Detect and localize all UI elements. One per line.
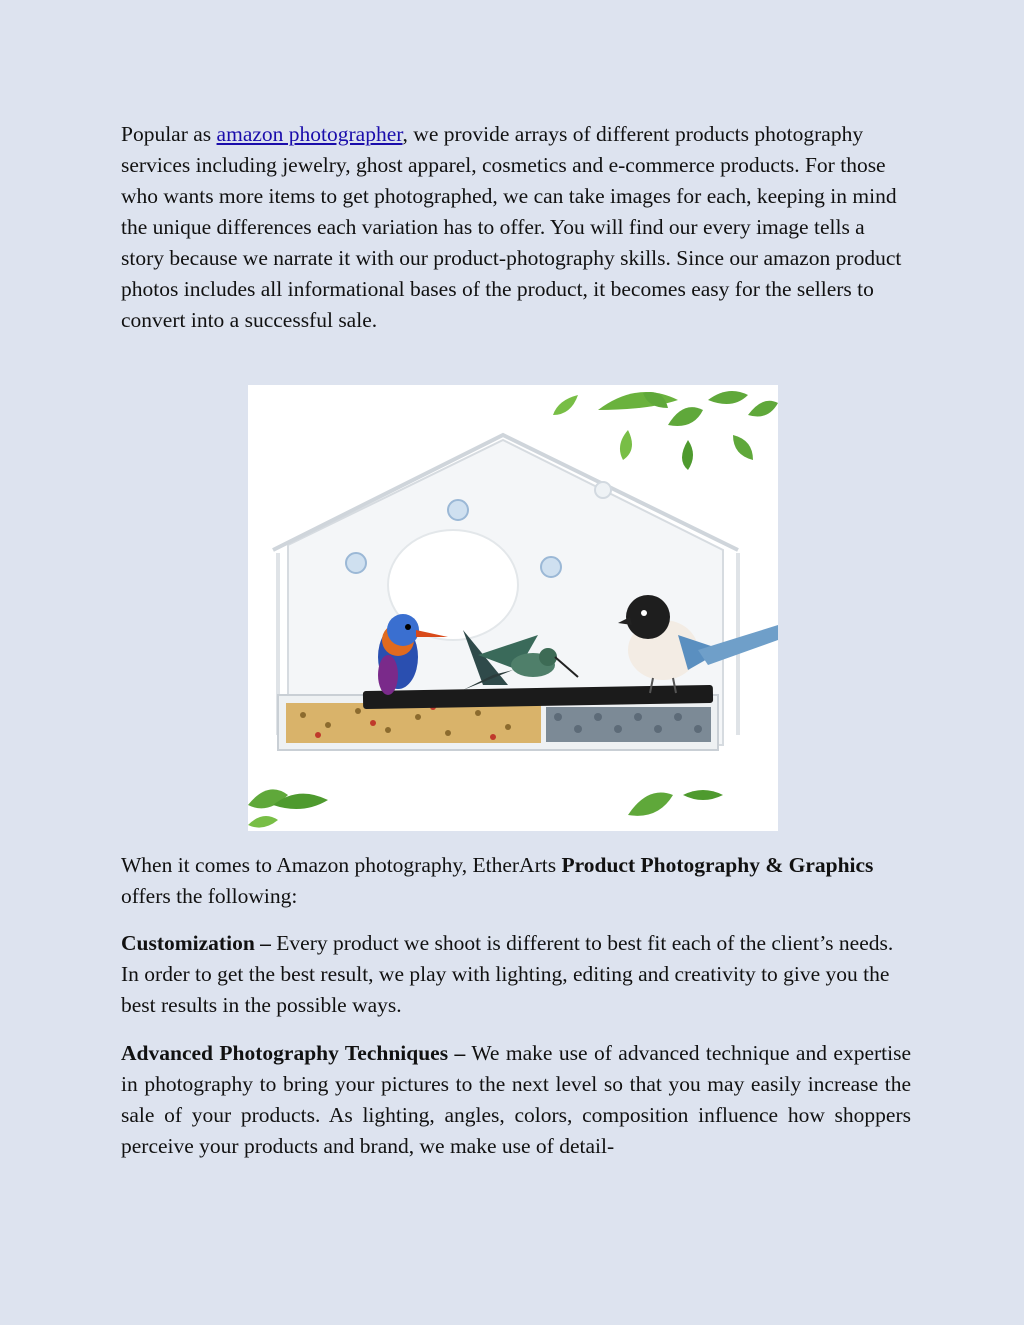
intro-paragraph — [121, 119, 911, 336]
offers-paragraph — [121, 850, 911, 912]
customization-heading: Customization – — [121, 931, 271, 955]
amazon-photographer-link[interactable]: amazon photographer — [216, 122, 403, 146]
feeder-body — [273, 435, 738, 750]
leaves-bottom — [248, 789, 723, 827]
customization-paragraph — [121, 928, 911, 1021]
intro-prefix: Popular as — [121, 122, 217, 146]
offers-suffix: offers the following: — [121, 884, 298, 908]
customization-text: Every product we shoot is different to best fit each of the client’s needs. In order to get the best result, we play with lighting, editing and creativity to give you the best results in the possible ways. — [121, 931, 894, 1017]
advanced-text: We make use of advanced technique and expertise in photography to bring your pictures to the next level so that you may easily increase the sale of your products. As lighting, angles, colors, composition influence how shoppers perceive your products and brand, we make use of detail- — [121, 1041, 912, 1158]
brand-name: Product Photography & Graphics — [561, 853, 874, 877]
advanced-heading: Advanced Photography Techniques – — [121, 1041, 466, 1065]
advanced-techniques-paragraph — [121, 1038, 911, 1162]
product-image-bird-feeder — [248, 385, 778, 831]
intro-text: , we provide arrays of different products photography services including jewelry, ghost apparel, cosmetics and e-commerce products. For those who wants more items to get photographed, we can take images for each, keeping in mind the unique differences each variation has to offer. You will find our every image tells a story because we narrate it with our product-photography skills. Since our amazon product photos includes all informational bases of the product, it becomes easy for the sellers to convert into a successful sale. — [121, 122, 902, 332]
offers-prefix: When it comes to Amazon photography, EtherArts — [121, 853, 562, 877]
